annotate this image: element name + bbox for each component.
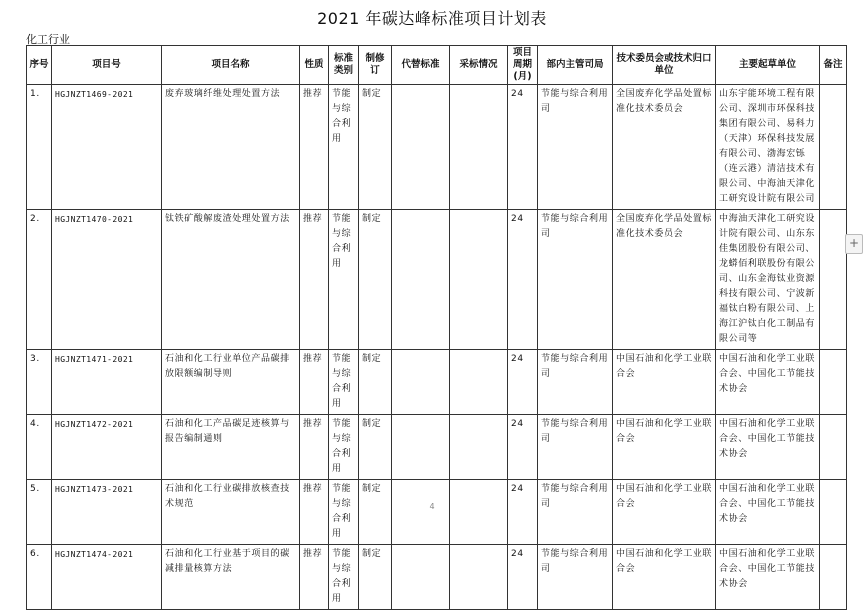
cell-drafters: 中国石油和化学工业联合会、中国化工节能技术协会 (716, 545, 820, 610)
cell-remarks (820, 545, 847, 610)
cell-code: HGJNZT1473-2021 (52, 480, 162, 545)
table-row (27, 350, 847, 415)
cell-committee: 中国石油和化学工业联合会 (613, 415, 716, 480)
cell-nature: 推荐 (300, 415, 329, 480)
cell-revision: 制定 (359, 350, 392, 415)
cell-name: 废弃玻璃纤维处理处置方法 (162, 85, 300, 210)
cell-nature: 推荐 (300, 350, 329, 415)
cell-remarks (820, 210, 847, 350)
col-header-category: 标准类别 (329, 46, 359, 85)
cell-replaces (392, 350, 450, 415)
cell-category: 节能与综合利用 (329, 480, 359, 545)
col-header-replaces: 代替标准 (392, 46, 450, 85)
cell-adoption (450, 210, 508, 350)
cell-category: 节能与综合利用 (329, 85, 359, 210)
cell-replaces (392, 210, 450, 350)
cell-nature: 推荐 (300, 85, 329, 210)
cell-no: 1. (27, 85, 52, 210)
cell-no: 4. (27, 415, 52, 480)
cell-no: 5. (27, 480, 52, 545)
cell-dept: 节能与综合利用司 (538, 415, 613, 480)
table-row (27, 85, 847, 210)
cell-adoption (450, 350, 508, 415)
cell-code: HGJNZT1470-2021 (52, 210, 162, 350)
cell-category: 节能与综合利用 (329, 210, 359, 350)
col-header-committee: 技术委员会或技术归口单位 (613, 46, 716, 85)
section-label: 化工行业 (26, 33, 70, 46)
cell-drafters: 山东宇能环境工程有限公司、深圳市环保科技集团有限公司、易科力（天津）环保科技发展有限公司、渤海宏铄（连云港）清洁技术有限公司、中海油天津化工研究设计院有限公司 (716, 85, 820, 210)
col-header-code: 项目号 (52, 46, 162, 85)
table-row (27, 210, 847, 350)
cell-remarks (820, 480, 847, 545)
col-header-drafters: 主要起草单位 (716, 46, 820, 85)
col-header-remarks: 备注 (820, 46, 847, 85)
col-header-adoption: 采标情况 (450, 46, 508, 85)
cell-dept: 节能与综合利用司 (538, 210, 613, 350)
cell-no: 6. (27, 545, 52, 610)
cell-committee: 全国废弃化学品处置标准化技术委员会 (613, 85, 716, 210)
cell-no: 3. (27, 350, 52, 415)
cell-dept: 节能与综合利用司 (538, 480, 613, 545)
cell-drafters: 中国石油和化学工业联合会、中国化工节能技术协会 (716, 415, 820, 480)
cell-replaces (392, 545, 450, 610)
cell-nature: 推荐 (300, 210, 329, 350)
cell-dept: 节能与综合利用司 (538, 350, 613, 415)
cell-remarks (820, 85, 847, 210)
page-number: 4 (429, 502, 435, 511)
cell-period: 24 (508, 415, 538, 480)
col-header-no: 序号 (27, 46, 52, 85)
cell-adoption (450, 545, 508, 610)
cell-committee: 中国石油和化学工业联合会 (613, 350, 716, 415)
cell-drafters: 中海油天津化工研究设计院有限公司、山东东佳集团股份有限公司、龙蟒佰利联股份有限公司、山东金海钛业资源科技有限公司、宁波新福钛白粉有限公司、上海江沪钛白化工制品有限公司等 (716, 210, 820, 350)
cell-name: 钛铁矿酸解废渣处理处置方法 (162, 210, 300, 350)
table-row (27, 415, 847, 480)
cell-revision: 制定 (359, 545, 392, 610)
table-row (27, 480, 847, 545)
cell-category: 节能与综合利用 (329, 350, 359, 415)
cell-nature: 推荐 (300, 480, 329, 545)
table-row (27, 545, 847, 610)
cell-nature: 推荐 (300, 545, 329, 610)
cell-period: 24 (508, 210, 538, 350)
col-header-nature: 性质 (300, 46, 329, 85)
cell-dept: 节能与综合利用司 (538, 85, 613, 210)
cell-committee: 全国废弃化学品处置标准化技术委员会 (613, 210, 716, 350)
cell-revision: 制定 (359, 480, 392, 545)
cell-committee: 中国石油和化学工业联合会 (613, 545, 716, 610)
cell-revision: 制定 (359, 210, 392, 350)
cell-no: 2. (27, 210, 52, 350)
cell-replaces (392, 480, 450, 545)
col-header-revision: 制修订 (359, 46, 392, 85)
cell-category: 节能与综合利用 (329, 415, 359, 480)
cell-category: 节能与综合利用 (329, 545, 359, 610)
cell-code: HGJNZT1471-2021 (52, 350, 162, 415)
cell-revision: 制定 (359, 85, 392, 210)
table-header-row (27, 46, 847, 85)
expand-plus-button[interactable]: + (845, 234, 863, 254)
table-container (26, 45, 846, 604)
cell-code: HGJNZT1469-2021 (52, 85, 162, 210)
cell-code: HGJNZT1472-2021 (52, 415, 162, 480)
cell-replaces (392, 85, 450, 210)
cell-code: HGJNZT1474-2021 (52, 545, 162, 610)
standards-plan-table (26, 45, 847, 610)
cell-dept: 节能与综合利用司 (538, 545, 613, 610)
cell-name: 石油和化工产品碳足迹核算与报告编制通则 (162, 415, 300, 480)
document-title: 2021 年碳达峰标准项目计划表 (317, 9, 547, 28)
cell-remarks (820, 350, 847, 415)
cell-drafters: 中国石油和化学工业联合会、中国化工节能技术协会 (716, 350, 820, 415)
cell-committee: 中国石油和化学工业联合会 (613, 480, 716, 545)
cell-drafters: 中国石油和化学工业联合会、中国化工节能技术协会 (716, 480, 820, 545)
col-header-period: 项目周期(月) (508, 46, 538, 85)
cell-replaces (392, 415, 450, 480)
cell-remarks (820, 415, 847, 480)
cell-name: 石油和化工行业基于项目的碳减排量核算方法 (162, 545, 300, 610)
cell-adoption (450, 85, 508, 210)
cell-name: 石油和化工行业碳排放核查技术规范 (162, 480, 300, 545)
cell-name: 石油和化工行业单位产品碳排放限额编制导则 (162, 350, 300, 415)
col-header-dept: 部内主管司局 (538, 46, 613, 85)
cell-revision: 制定 (359, 415, 392, 480)
cell-period: 24 (508, 545, 538, 610)
cell-period: 24 (508, 480, 538, 545)
col-header-name: 项目名称 (162, 46, 300, 85)
cell-period: 24 (508, 85, 538, 210)
cell-adoption (450, 480, 508, 545)
cell-period: 24 (508, 350, 538, 415)
cell-adoption (450, 415, 508, 480)
